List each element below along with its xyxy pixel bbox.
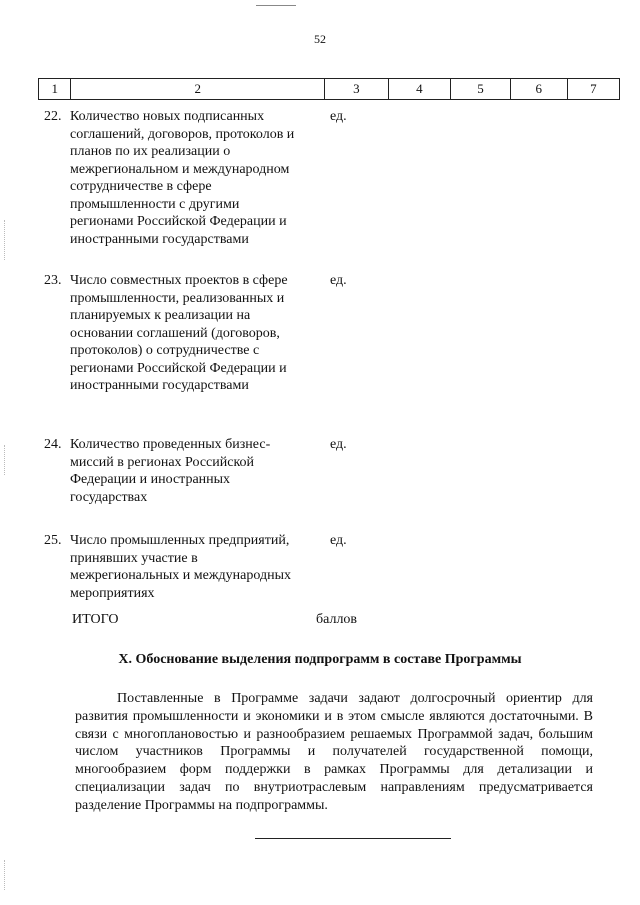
total-unit: баллов [316, 612, 358, 627]
row-description: Количество новых подписанных соглашений, договоров, протоколов и планов по их реализации о межрегиональном и международном сотрудничестве в сфере промышленности с другими регионами Российской Федерации и иностранными государствами [70, 109, 295, 247]
column-header-cell: 5 [451, 79, 511, 100]
column-header-row [39, 79, 620, 100]
row-unit: ед. [330, 109, 347, 124]
margin-artifact [4, 445, 6, 475]
body-paragraph: Поставленные в Программе задачи задают долгосрочный ориентир для развития промышленности и экономики и в этом смысле являются достаточными. В связи с многоплановостью и разнообразием решаемых Программой задач, большим числом участников Программы и получателей государственной помощи, многообразием форм поддержки в рамках Программы для детализации и специализации задач по внутриотраслевым направлениям предусматривается разделение Программы на подпрограммы. [75, 691, 593, 813]
column-header-cell: 2 [71, 79, 325, 100]
scan-artifact [256, 0, 296, 6]
column-header-cell: 3 [325, 79, 389, 100]
margin-artifact [4, 860, 6, 890]
row-unit: ед. [330, 533, 347, 548]
row-number: 25. [44, 533, 62, 548]
end-divider [255, 838, 451, 839]
total-label: ИТОГО [72, 612, 119, 627]
column-header-table [38, 78, 620, 100]
column-header-cell: 6 [510, 79, 567, 100]
margin-artifact [4, 220, 6, 260]
row-description: Число промышленных предприятий, принявших участие в межрегиональных и международных мероприятиях [70, 533, 291, 601]
section-heading: X. Обоснование выделения подпрограмм в составе Программы [118, 652, 522, 667]
column-header-cell: 1 [39, 79, 71, 100]
row-description: Число совместных проектов в сфере промышленности, реализованных и планируемых к реализации на основании соглашений (договоров, протоколов) о сотрудничестве с регионами Российской Федерации и иностранными государствами [70, 273, 288, 393]
row-number: 22. [44, 109, 62, 124]
page-number: 52 [314, 32, 326, 46]
row-unit: ед. [330, 273, 347, 288]
row-number: 23. [44, 273, 62, 288]
row-description: Количество проведенных бизнес-миссий в регионах Российской Федерации и иностранных государствах [70, 437, 271, 505]
row-number: 24. [44, 437, 62, 452]
column-header-cell: 4 [388, 79, 451, 100]
row-unit: ед. [330, 437, 347, 452]
column-header-cell: 7 [567, 79, 619, 100]
